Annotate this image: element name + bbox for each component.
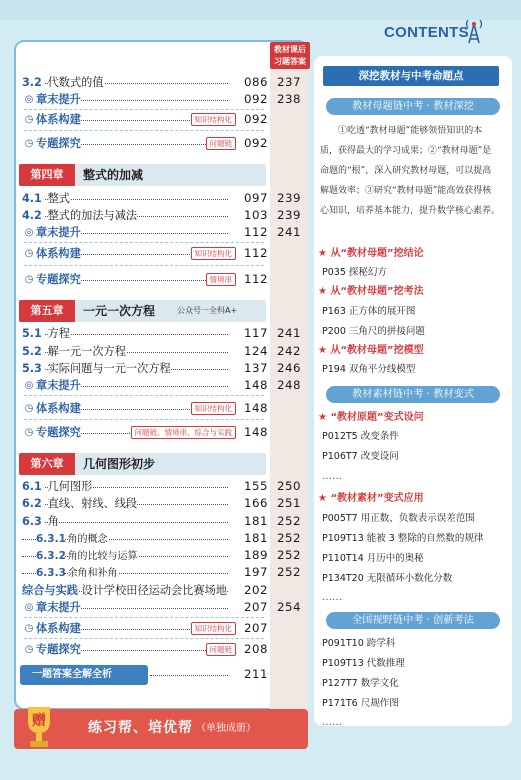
toc-row[interactable]: 6.3 角 181 [22, 514, 268, 528]
target-icon: ◎ [22, 377, 36, 394]
clock-icon: ◷ [22, 271, 36, 288]
toc-row[interactable]: ◎ 章末提升 148 [22, 377, 268, 394]
answer-page: 242 [276, 344, 302, 358]
answer-page: 238 [276, 92, 302, 106]
answer-page: 239 [276, 191, 302, 205]
ellipsis: …… [322, 471, 342, 482]
toc-row[interactable]: ◎ 章末提升 207 [22, 599, 268, 616]
toc-row[interactable]: ◷ 体系构建 知识结构化 207 [22, 620, 268, 637]
clock-icon: ◷ [22, 245, 36, 262]
toc-row[interactable]: 5.3 实际问题与一元一次方程 137 [22, 361, 268, 375]
toc-row[interactable]: ◎ 章末提升 112 [22, 224, 268, 241]
toc-row[interactable]: ◷ 专题探究 情境串 112 [22, 271, 268, 288]
section-pill[interactable]: 全国视野链中考 · 创新考法 [326, 612, 500, 629]
reference-item[interactable]: P106T7 改变设问 [322, 451, 399, 462]
toc-row[interactable]: ◷ 专题探究 问题链、情境串、综合与实践 148 [22, 424, 268, 441]
answer-page: 241 [276, 326, 302, 340]
reference-item[interactable]: P163 正方体的展开图 [322, 306, 416, 317]
section-pill[interactable]: 教材母题链中考 · 教材深挖 [326, 98, 500, 115]
tag-badge: 知识结构化 [191, 113, 237, 126]
trophy-icon [24, 705, 54, 749]
reference-item[interactable]: P194 双角平分线模型 [322, 364, 416, 375]
top-band [0, 0, 521, 20]
ellipsis: …… [322, 592, 342, 603]
tag-badge: 问题链 [206, 137, 237, 150]
intro-paragraph: ①吃透“教材母题”能够领悟知识的本质，获得最大的学习成果；②“教材母题”是命题的“根”，深入研究教材母题，可以提高解题效率；③研究“教材母题”能高效获得核心知识，培养基本能力，提升数学核心素养。 [320, 126, 501, 216]
toc-row[interactable]: 3.2 代数式的值 086 [22, 75, 268, 89]
toc-row[interactable]: 6.2 直线、射线、线段 166 [22, 496, 268, 510]
answer-page: 254 [276, 600, 302, 614]
tag-badge: 知识结构化 [191, 622, 237, 635]
clock-icon: ◷ [22, 641, 36, 658]
toc-row[interactable]: 6.1 几何图形 155 [22, 479, 268, 493]
clock-icon: ◷ [22, 620, 36, 637]
reference-item[interactable]: P200 三角尺的拼接问题 [322, 326, 425, 337]
toc-row[interactable]: 4.2 整式的加法与减法 103 [22, 208, 268, 222]
answer-page: 237 [276, 75, 302, 89]
answer-page: 248 [276, 378, 302, 392]
target-icon: ◎ [22, 91, 36, 108]
tag-badge: 知识结构化 [191, 247, 237, 260]
divider [24, 130, 264, 131]
star-heading: ★ 从“教材母题”挖结论 [318, 248, 424, 259]
toc-row[interactable]: 5.2 解一元一次方程 124 [22, 344, 268, 358]
divider [24, 617, 264, 618]
answer-page: 241 [276, 225, 302, 239]
star-heading: ★ “教材原题”变式设问 [318, 412, 424, 423]
target-icon: ◎ [22, 224, 36, 241]
toc-row[interactable]: 5.1 方程 117 [22, 326, 268, 340]
reference-item[interactable]: P171T6 尺规作图 [322, 698, 399, 709]
star-heading: ★ 从“教材母题”挖考法 [318, 286, 424, 297]
toc-row[interactable]: ◷ 专题探究 问题链 092 [22, 135, 268, 152]
answer-page: 252 [276, 565, 302, 579]
toc-row[interactable]: ◷ 体系构建 知识结构化 148 [22, 400, 268, 417]
tag-badge: 情境串 [206, 273, 237, 286]
clock-icon: ◷ [22, 424, 36, 441]
star-heading: ★ 从“教材母题”挖模型 [318, 345, 424, 356]
clock-icon: ◷ [22, 400, 36, 417]
reference-item[interactable]: P110T14 月历中的奥秘 [322, 553, 424, 564]
toc-row-sub[interactable]: 6.3.1 角的概念 181 [22, 530, 268, 547]
reference-item[interactable]: P012T5 改变条件 [322, 431, 399, 442]
banner-title: 练习帮、培优帮 [88, 720, 193, 736]
target-icon: ◎ [22, 599, 36, 616]
reference-item[interactable]: P134T20 无限循环小数化分数 [322, 573, 453, 584]
answer-column-header: 教材课后 习题答案 [270, 42, 310, 69]
toc-row-sub[interactable]: 6.3.3 余角和补角 197 [22, 564, 268, 581]
toc-row[interactable]: 211 [150, 666, 268, 683]
answer-page: 246 [276, 361, 302, 375]
reference-item[interactable]: P109T13 代数推理 [322, 658, 405, 669]
broadcast-tower-icon [463, 18, 485, 44]
toc-row[interactable]: ◷ 体系构建 知识结构化 092 [22, 111, 268, 128]
toc-row[interactable]: 综合与实践 设计学校田径运动会比赛场地 202 [22, 583, 268, 597]
toc-row[interactable]: ◷ 体系构建 知识结构化 112 [22, 245, 268, 262]
reference-item[interactable]: P005T7 用正数、负数表示误差范围 [322, 513, 475, 524]
section-pill[interactable]: 教材素材链中考 · 教材变式 [326, 386, 500, 403]
answer-page: 252 [276, 531, 302, 545]
badge-label: 赠 [32, 713, 46, 729]
contents-title: CONTENTS [384, 24, 469, 41]
tag-badge: 知识结构化 [191, 402, 237, 415]
feature-panel-header: 深挖教材与中考命题点 [323, 66, 499, 86]
banner-subtitle: （单独成册） [196, 723, 256, 734]
divider [24, 242, 264, 243]
tag-badge: 问题链 [206, 643, 237, 656]
ellipsis: …… [322, 717, 342, 728]
answer-page: 252 [276, 514, 302, 528]
divider [24, 419, 264, 420]
reference-item[interactable]: P109T13 能被 3 整除的自然数的规律 [322, 533, 484, 544]
answer-page: 250 [276, 479, 302, 493]
toc-row[interactable]: ◎ 章末提升 092 [22, 91, 268, 108]
answer-section-bar[interactable]: 一题答案全解全析 [20, 665, 148, 685]
chapter-header-6[interactable]: 第六章 几何图形初步 [19, 453, 266, 475]
reference-item[interactable]: P035 探秘幻方 [322, 267, 387, 278]
tag-badge: 问题链、情境串、综合与实践 [131, 426, 237, 439]
toc-row[interactable]: ◷ 专题探究 问题链 208 [22, 641, 268, 658]
divider [24, 265, 264, 266]
clock-icon: ◷ [22, 135, 36, 152]
chapter-header-4[interactable]: 第四章 整式的加减 [19, 164, 266, 186]
toc-row[interactable]: 4.1 整式 097 [22, 191, 268, 205]
divider [24, 109, 264, 110]
star-heading: ★ “教材素材”变式应用 [318, 493, 424, 504]
answer-page: 251 [276, 496, 302, 510]
answer-page: 252 [276, 548, 302, 562]
divider [24, 638, 264, 639]
answer-page: 239 [276, 208, 302, 222]
divider [24, 395, 264, 396]
clock-icon: ◷ [22, 111, 36, 128]
chapter-header-5[interactable]: 第五章 一元一次方程 公众号一全科A+ [19, 300, 266, 322]
reference-item[interactable]: P127T7 数学文化 [322, 678, 399, 689]
reference-item[interactable]: P091T10 跨学科 [322, 638, 396, 649]
toc-row-sub[interactable]: 6.3.2 角的比较与运算 189 [22, 547, 268, 564]
